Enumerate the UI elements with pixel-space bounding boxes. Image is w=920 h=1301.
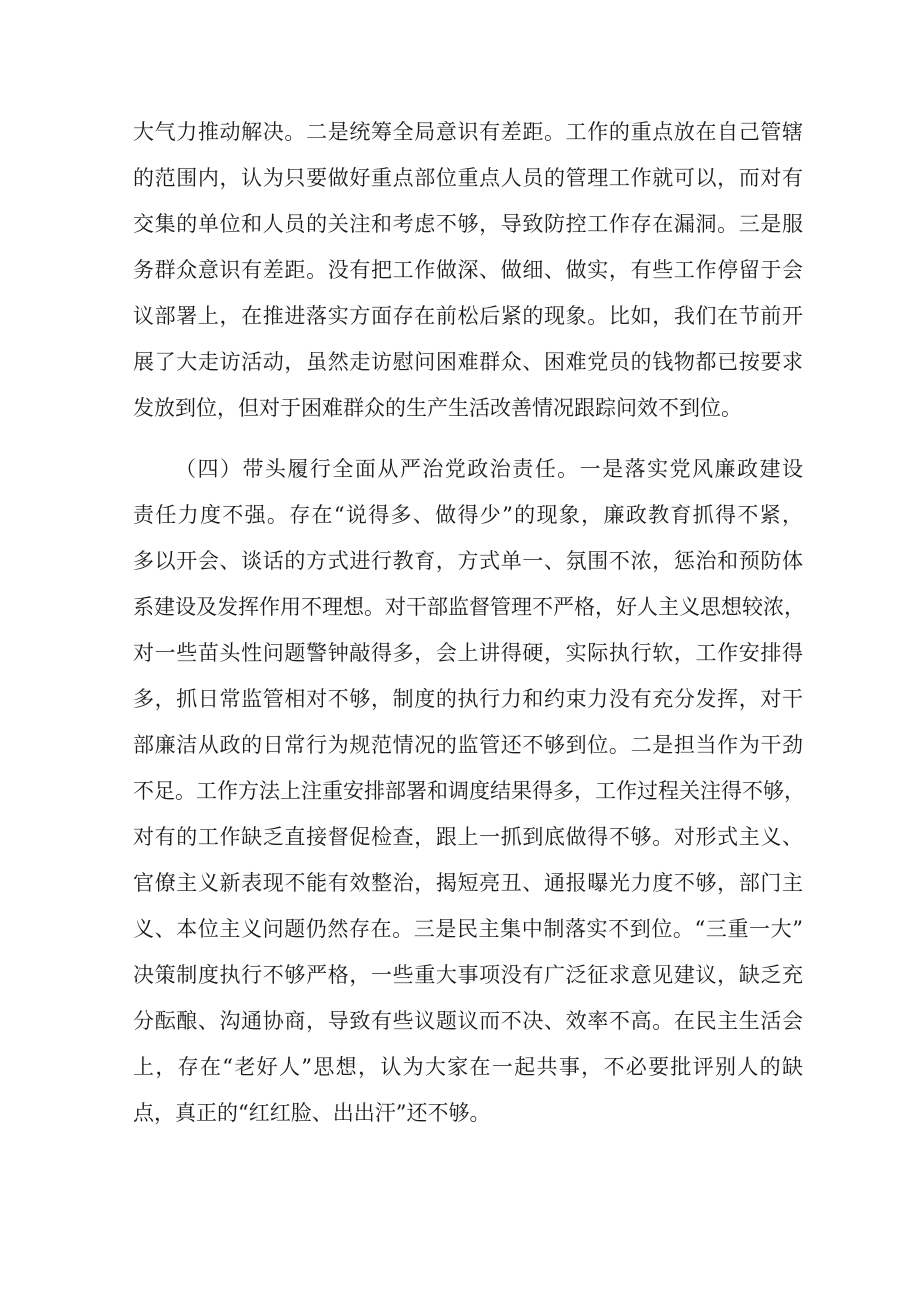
paragraph-1-line-7: 发放到位，但对于困难群众的生产生活改善情况跟踪问效不到位。 [133, 396, 742, 420]
paragraph-2-line-11: 义、本位主义问题仍然存在。三是民主集中制落实不到位。“三重一大” [133, 917, 803, 941]
paragraph-2-line-15: 点，真正的“红红脸、出出汗”还不够。 [133, 1101, 491, 1125]
paragraph-2-line-12: 决策制度执行不够严格，一些重大事项没有广泛征求意见建议，缺乏充 [133, 963, 803, 987]
paragraph-2-line-5: 对一些苗头性问题警钟敲得多，会上讲得硬，实际执行软，工作安排得 [133, 641, 803, 665]
paragraph-1-line-2: 的范围内，认为只要做好重点部位重点人员的管理工作就可以，而对有 [133, 166, 803, 190]
paragraph-2-line-14: 上，存在“老好人”思想，认为大家在一起共事，不必要批评别人的缺 [133, 1055, 803, 1079]
paragraph-2-line-10: 官僚主义新表现不能有效整治，揭短亮丑、通报曝光力度不够，部门主 [133, 871, 803, 895]
paragraph-2-line-8: 不足。工作方法上注重安排部署和调度结果得多，工作过程关注得不够， [133, 779, 805, 803]
paragraph-2-line-3: 多以开会、谈话的方式进行教育，方式单一、氛围不浓，惩治和预防体 [133, 549, 803, 573]
paragraph-1-line-3: 交集的单位和人员的关注和考虑不够，导致防控工作存在漏洞。三是服 [133, 212, 803, 236]
paragraph-2-line-2: 责任力度不强。存在“说得多、做得少”的现象，廉政教育抓得不紧， [133, 503, 803, 527]
paragraph-2-line-1: （四）带头履行全面从严治党政治责任。一是落实党风廉政建设 [175, 457, 803, 481]
paragraph-1-line-6: 展了大走访活动，虽然走访慰问困难群众、困难党员的钱物都已按要求 [133, 350, 803, 374]
paragraph-1-line-1: 大气力推动解决。二是统筹全局意识有差距。工作的重点放在自己管辖 [133, 120, 803, 144]
paragraph-2-line-6: 多，抓日常监管相对不够，制度的执行力和约束力没有充分发挥，对干 [133, 687, 803, 711]
paragraph-2-line-13: 分酝酿、沟通协商，导致有些议题议而不决、效率不高。在民主生活会 [133, 1009, 803, 1033]
paragraph-2-line-9: 对有的工作缺乏直接督促检查，跟上一抓到底做得不够。对形式主义、 [133, 825, 803, 849]
paragraph-1-line-5: 议部署上，在推进落实方面存在前松后紧的现象。比如，我们在节前开 [133, 304, 803, 328]
paragraph-1-line-4: 务群众意识有差距。没有把工作做深、做细、做实，有些工作停留于会 [133, 258, 803, 282]
paragraph-2-line-4: 系建设及发挥作用不理想。对干部监督管理不严格，好人主义思想较浓， [133, 595, 805, 619]
paragraph-2-line-7: 部廉洁从政的日常行为规范情况的监管还不够到位。二是担当作为干劲 [133, 733, 803, 757]
